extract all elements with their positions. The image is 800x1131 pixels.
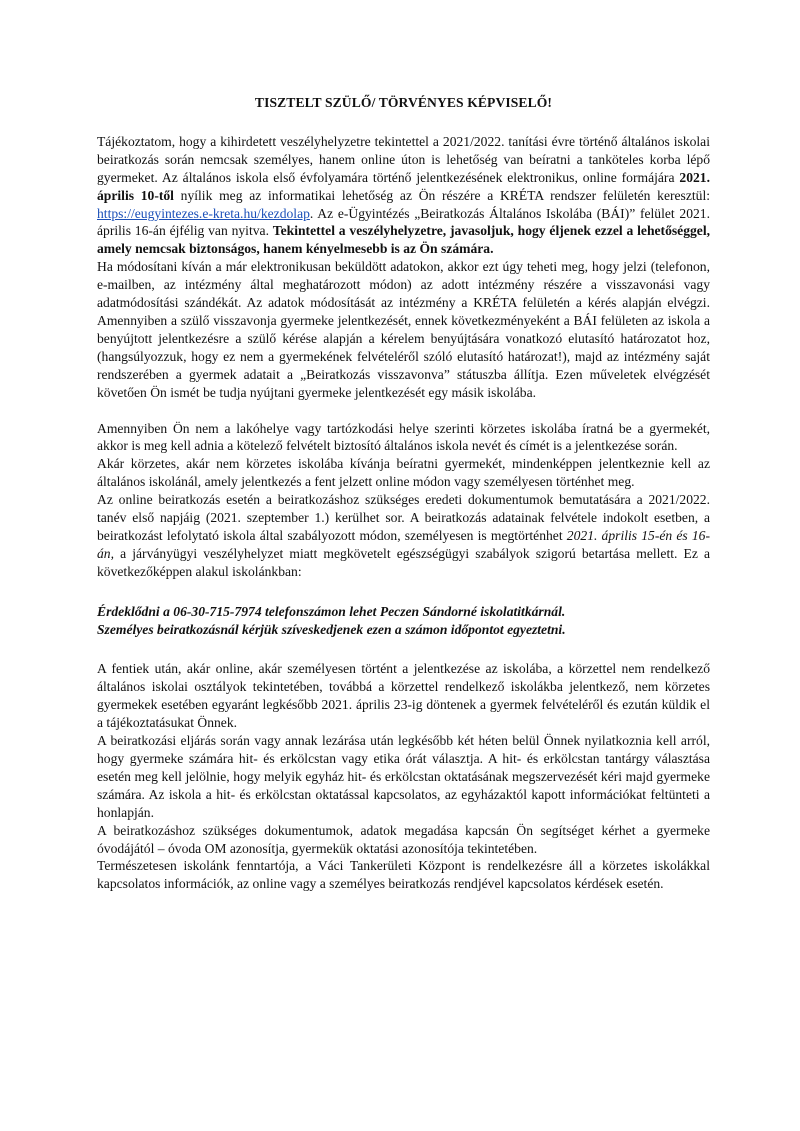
contact-appointment: Személyes beiratkozásnál kérjük szíveskedjenek ezen a számon időpontot egyeztetni. (97, 621, 566, 637)
contact-phone: Érdeklődni a 06-30-715-7974 telefonszámon lehet Peczen Sándorné iskolatitkárnál. (97, 603, 566, 619)
paragraph-district-school: Amennyiben Ön nem a lakóhelye vagy tartózkodási helye szerinti körzetes iskolába íratná be a gyermekét, akkor is meg kell adnia a kötelező felvételt biztosító általános iskola nevét és címét is a jelentkezése során. (97, 420, 710, 454)
intro-text-2: nyílik meg az informatikai lehetőség az Ön részére a KRÉTA rendszer felületén keresztül: (173, 187, 710, 203)
documents-dates-italic: 2021. április 15-én és 16-án, (97, 527, 710, 561)
paragraph-decision: A fentiek után, akár online, akár személyesen történt a jelentkezése az iskolába, a körzettel nem rendelkező általános iskolai osztályok tekintetében, továbbá a körzettel rendelkező iskolákba jelentkező, nem körzetes gyermekek esetében egyaránt legkésőbb 2021. április 23-ig döntenek a gyermek felvételéről és ezután küldik el a tájékoztatásukat Önnek. (97, 661, 710, 731)
intro-recommendation-bold: Tekintettel a veszélyhelyzetre, javasoljuk, hogy éljenek ezzel a lehetőséggel, amely nemcsak biztonságos, hanem kényelmesebb is az Ön számára. (97, 223, 710, 257)
paragraph-kindergarten: A beiratkozáshoz szükséges dokumentumok, adatok megadása kapcsán Ön segítséget kérhet a gyermeke óvodájától – óvoda OM azonosítja, gyermekük oktatási azonosítója tekintetében. (97, 822, 710, 856)
kreta-link[interactable]: https://eugyintezes.e-kreta.hu/kezdolap (97, 205, 310, 221)
paragraph-registration-required: Akár körzetes, akár nem körzetes iskolába kívánja beíratni gyermekét, mindenképpen jelentkeznie kell az általános iskolánál, amely jelentkezés a fent jelzett online módon vagy személyesen történhet meg. (97, 456, 710, 490)
paragraph-maintainer: Természetesen iskolánk fenntartója, a Váci Tankerületi Központ is rendelkezésre áll a körzetes iskolákkal kapcsolatos információk, az online vagy a személyes beiratkozás rendjével kapcsolatos kérdések esetén. (97, 858, 710, 892)
paragraph-ethics: A beiratkozási eljárás során vagy annak lezárása után legkésőbb két héten belül Önnek nyilatkoznia kell arról, hogy gyermeke számára hit- és erkölcstan vagy etika órát választja. A hit- és erkölcstan tantárgy választása esetén meg kell jelölnie, hogy melyik egyház hit- és erkölcstan oktatásának megszervezését kéri majd gyermeke számára. Az iskola a hit- és erkölcstan oktatással kapcsolatos, az egyházaktól kapott információkat feltünteti a honlapján. (97, 733, 710, 820)
document-title: TISZTELT SZÜLŐ/ TÖRVÉNYES KÉPVISELŐ! (254, 95, 553, 110)
documents-text-2: a járványügyi veszélyhelyzet miatt megkövetelt egészségügyi szabályok szigorú betartása mellett. Ez a következőképpen alakul iskolánkban: (97, 545, 710, 579)
paragraph-modification: Ha módosítani kíván a már elektronikusan beküldött adatokon, akkor ezt úgy teheti meg, hogy jelzi (telefonon, e-mailben, az intézmény által meghatározott módon) az adott intézmény részére a visszavonási vagy adatmódosítási szándékát. Az adatok módosítását az intézmény a KRÉTA felületén a kérés alapján elvégzi. Amennyiben a szülő visszavonja gyermeke jelentkezését, ennek következményeként a BÁI felületen az iskola a benyújtott jelentkezésre a szülő kérése alapján a kérelem benyújtására vonatkozó elutasító határozatot hoz, (hangsúlyozzuk, hogy ez nem a gyermekének felvételéről szóló elutasító határozat!), majd az intézmény saját rendszerében a gyermek adatait a „Beiratkozás visszavonva” státuszba állítja. Ezen műveletek elvégzését követően Ön ismét be tudja nyújtani gyermeke jelentkezését egy másik iskolába. (97, 259, 710, 400)
documents-text-1: Az online beiratkozás esetén a beiratkozáshoz szükséges eredeti dokumentumok bemutatására a 2021/2022. tanév első napjáig (2021. szeptember 1.) kerülhet sor. A beiratkozás adatainak felvétele indokolt esetben, a beiratkozást lefolytató iskola által szabályozott módon, személyesen is megtörténhet (97, 492, 710, 543)
paragraph-documents (97, 491, 710, 581)
intro-text-1: Tájékoztatom, hogy a kihirdetett veszélyhelyzetre tekintettel a 2021/2022. tanítási évre történő általános iskolai beiratkozás során nemcsak személyes, hanem online úton is lehetőség van beíratni a tanköteles korba lépő gyermeket. Az általános iskola első évfolyamára történő jelentkezésének elektronikus, online formájára (97, 133, 710, 185)
intro-date-bold: 2021. április 10-től (97, 169, 710, 203)
paragraph-intro (97, 133, 710, 258)
intro-text-3: . Az e-Ügyintézés „Beiratkozás Általános Iskolába (BÁI)” felület 2021. április 16-án éjfélig van nyitva. (97, 205, 710, 239)
